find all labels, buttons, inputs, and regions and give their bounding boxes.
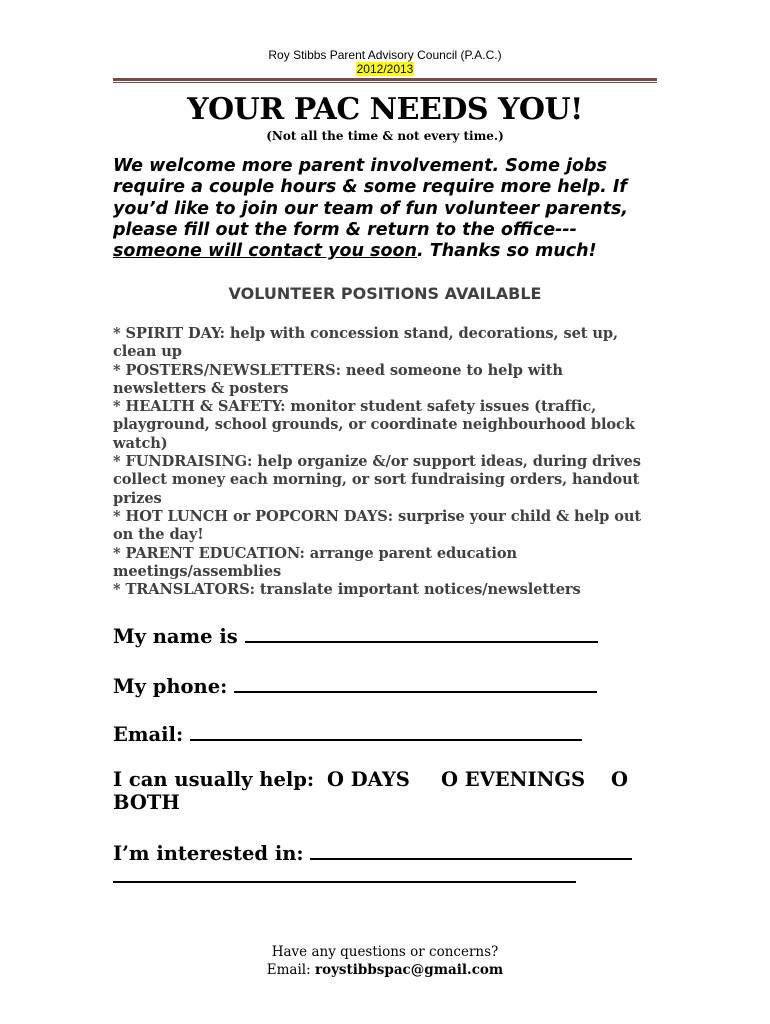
footer-question: Have any questions or concerns? <box>271 944 499 960</box>
phone-row <box>113 673 673 699</box>
position-fundraising: * FUNDRAISING: help organize &/or support ideas, during drives collect money each morning, or sort fundraising orders, handout prizes <box>113 453 641 507</box>
interest-label: I’m interested in: <box>113 842 304 865</box>
organization-name: Roy Stibbs Parent Advisory Council (P.A.C.) <box>268 48 502 62</box>
intro-ending: . Thanks so much! <box>417 241 597 262</box>
position-hot-lunch: * HOT LUNCH or POPCORN DAYS: surprise your child & help out on the day! <box>113 507 642 544</box>
positions-list <box>113 325 658 599</box>
intro-paragraph <box>113 156 658 262</box>
footer-email-link[interactable]: roystibbspac@gmail.com <box>314 962 504 978</box>
header-divider <box>113 78 657 84</box>
intro-text: We welcome more parent involvement. Some jobs require a couple hours & some require more help. If you’d like to join our team of fun volunteer parents, please fill out the form & return to the office--- <box>113 156 629 240</box>
name-row <box>113 623 673 649</box>
option-days-checkbox[interactable]: O DAYS <box>327 768 410 791</box>
name-label: My name is <box>113 625 238 648</box>
option-both-label: BOTH <box>113 791 180 814</box>
interest-field[interactable] <box>310 840 632 860</box>
option-evenings-checkbox[interactable]: O EVENINGS <box>441 768 586 791</box>
option-both-checkbox[interactable]: O <box>611 768 628 791</box>
page-header <box>0 48 770 76</box>
availability-row <box>113 768 658 814</box>
intro-underlined-text: someone will contact you soon <box>113 241 418 262</box>
positions-heading: VOLUNTEER POSITIONS AVAILABLE <box>228 284 542 303</box>
email-label: Email: <box>113 723 184 746</box>
position-spirit-day: * SPIRIT DAY: help with concession stand, decorations, set up, clean up <box>113 325 619 361</box>
page-subtitle: (Not all the time & not every time.) <box>266 129 504 143</box>
name-field[interactable] <box>245 623 598 643</box>
position-translators: * TRANSLATORS: translate important notices/newsletters <box>113 581 581 599</box>
email-row <box>113 721 673 747</box>
school-year: 2012/2013 <box>356 62 414 76</box>
interest-row <box>113 840 673 866</box>
availability-label: I can usually help: <box>113 768 315 791</box>
footer-email-label: Email: <box>266 962 311 978</box>
phone-field[interactable] <box>234 673 597 693</box>
position-posters-newsletters: * POSTERS/NEWSLETTERS: need someone to help with newsletters & posters <box>113 361 563 397</box>
page-title: YOUR PAC NEEDS YOU! <box>187 92 583 127</box>
position-parent-education: * PARENT EDUCATION: arrange parent education meetings/assemblies <box>113 544 518 580</box>
email-field[interactable] <box>190 721 582 741</box>
position-health-safety: * HEALTH & SAFETY: monitor student safety issues (traffic, playground, school grounds, or coordinate neighbourhood block watch) <box>113 398 635 452</box>
phone-label: My phone: <box>113 675 228 698</box>
page-footer <box>0 943 770 979</box>
interest-extra-line[interactable] <box>113 881 576 883</box>
